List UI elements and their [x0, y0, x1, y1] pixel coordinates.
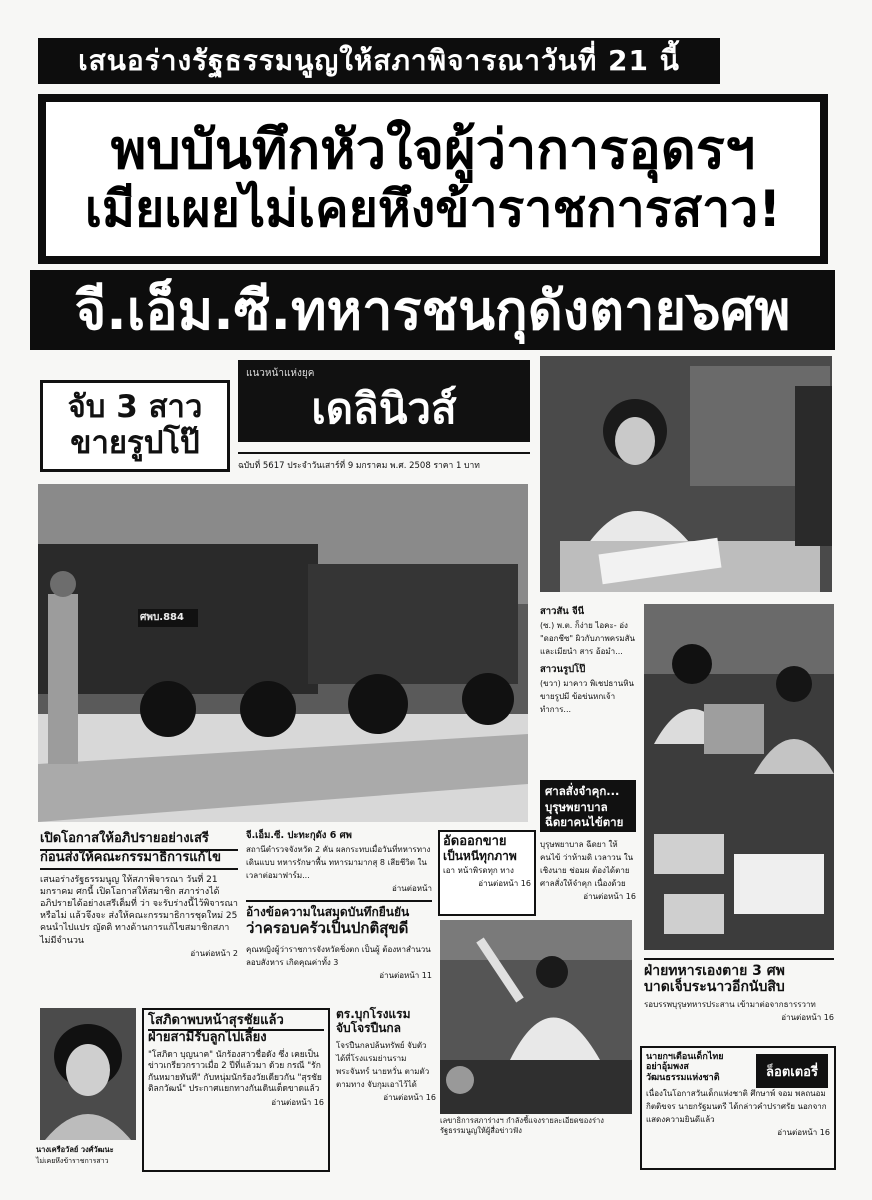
woman-desk-photo: [540, 356, 832, 592]
sopida-body: "โสภิดา บุญนาค" นักร้องสาวชื่อดัง ซึ่ง เคยเป็นข่าวเกรียวกราวเมื่อ 2 ปีที่แล้วมา ด้วย กรณี "รักกันหมายทันที" กับหนุ่มนักร้องวัยเดียวกัน "สุรชัย ติลกวัฒน์" ประกาศแยกทางกันเดินเด็ดขาดแล้ว: [148, 1049, 322, 1095]
hotel-article: [336, 1008, 436, 1172]
arrested-women-photo: [644, 604, 834, 950]
children-cont: อ่านต่อหน้า 16: [777, 1128, 830, 1138]
women-item1-text: (ซ.) พ.ต. ก็ง่าย ไอคะ- อ่ง "ดอกชีซ" ผิวกับภาพครมสัน และเมียนำ สาร อ้อมำ...: [540, 620, 636, 656]
tattoo-title1: อัดออกขาย: [443, 834, 507, 849]
gmc-cont: อ่านต่อหน้า: [392, 883, 432, 893]
diary-body: คุณหญิงผู้ว่าราชการจังหวัดชิ่งตก เป็นผู้ ต้องหาสำนวนลอบสังหาร เกิดคุณค่าทั้ง 3: [246, 945, 431, 968]
tattoo-article: [438, 830, 536, 916]
diary-title2: ว่าครอบครัวเป็นปกติสุขดี: [246, 918, 409, 937]
lottery-logo-text: ล็อตเตอรี่: [766, 1064, 818, 1080]
second-headline-text: จี.เอ็ม.ซี.ทหารชนกุดังตาย๖ศพ: [74, 279, 791, 342]
second-headline: [30, 270, 835, 350]
diary-cont: อ่านต่อหน้า 11: [379, 971, 432, 981]
debate-title1: เปิดโอกาสให้อภิปรายอย่างเสรี: [40, 832, 238, 851]
women-item1-title: สาวสัน จีนี: [540, 606, 585, 617]
gmc-body: สถานีตำรวจจังหวัด 2 คัน ผลกระทบเมื่อวันที่ทหารทางเดินแบบ ทหารรักษาพื้น ทหารมามากสุ 8 เสียชีวิต ในเวลาต่อมาฟาร์ม...: [246, 844, 431, 880]
sopida-title2: ฝ่ายสามีรับลูกไปเลี้ยง: [148, 1029, 267, 1045]
children-item1: นายกฯเตือนเด็กไทย: [646, 1052, 724, 1062]
speaker-caption: เลขาธิการสภาร่างฯ กำลังชี้แจงรายละเอียดของร่างรัฐธรรมนูญให้ผู้สื่อข่าวฟัง: [440, 1116, 604, 1135]
soldiers-cont: อ่านต่อหน้า 16: [781, 1013, 834, 1023]
portrait-name: นางเครือวัลย์ วงศ์วัฒนะ: [36, 1145, 114, 1154]
masthead: [238, 360, 530, 442]
children-item3: วัฒนธรรมแห่งชาติ: [646, 1072, 720, 1083]
left-box-headline: [40, 380, 230, 472]
court-text: บุรุษพยาบาล ฉีดยา ให้ คนไข้ ว่าห้ามดิ เวลาวน ในเชิงนาย ช่อมผ ต้องได้ตาย ศาลสั่งให้จำคุก เนื่องด้วย: [540, 840, 634, 888]
main-headline: [38, 94, 828, 264]
left-box-line2: ขายรูปโป๊: [70, 425, 200, 461]
masthead-name: เดลินิวส์: [311, 384, 457, 433]
sopida-article: [142, 1008, 330, 1172]
diary-title1: อ้างข้อความในสมุดบันทึกยืนยัน: [246, 905, 410, 919]
portrait-sub: ไม่เคยหึงข้าราชการสาว: [36, 1157, 109, 1165]
tattoo-cont: อ่านต่อหน้า 16: [478, 878, 531, 888]
women-item2-text: (ขวา) มาคาว พิเชปธานหิน ขายรูปมี ข้อข่นหกเจ้า ทำการ...: [540, 678, 634, 714]
tattoo-title2: เป็นหนีทุกภาพ: [443, 848, 517, 863]
hotel-title2: จับโจรปืนกล: [336, 1020, 402, 1035]
left-box-line1: จับ 3 สาว: [67, 389, 203, 426]
children-item2: อย่าอุ้มพงส: [646, 1062, 689, 1073]
women-item2-title: สาวนรูปโป๊: [540, 663, 586, 675]
gmc-article: [246, 830, 432, 896]
court-cont: อ่านต่อหน้า 16: [583, 892, 636, 901]
portrait-caption: [36, 1144, 142, 1167]
main-headline-line1: พบบันทึกหัวใจผู้ว่าการอุดรฯ: [110, 118, 756, 182]
diary-article: [246, 900, 432, 1004]
soldiers-title1: ฝ่ายทหารเองตาย 3 ศพ: [644, 963, 785, 979]
women-captions: [540, 606, 636, 776]
debate-cont: อ่านต่อหน้า 2: [190, 948, 238, 958]
debate-body: เสนอร่างรัฐธรรมนูญ ให้สภาพิจารณา วันที่ 21 มกราคม ศกนี้ เปิดโอกาสให้สมาชิก สภาร่างได้อภิปรายได้อย่างเสรีเต็มที่ ว่า จะรับร่างนี้ไว้พิจารณาหรือไม่ แล้วจึงจะ ส่งให้คณะกรรมาธิการชุดใหม่ 25 คนนำไปแปร ญัตติ ทางด้านการแก้ไขสมาชิกสภาไม่มีจำนวน: [40, 874, 238, 946]
speaker-photo: [440, 920, 632, 1114]
issue-line: ฉบับที่ 5617 ประจำวันเสาร์ที่ 9 มกราคม พ.ศ. 2508 ราคา 1 บาท: [238, 452, 530, 472]
hotel-body: โจรปืนกลปล้นทรัพย์ จับตัวได้ที่โรงแรมย่านรามพระจันทร์ นายหวั่น ตามตัวตามทาง จับกุมเอาไว้ได้: [336, 1040, 430, 1089]
tattoo-body: เอา หน้าพิรดทุก ทาง: [443, 865, 514, 875]
hotel-cont: อ่านต่อหน้า 16: [383, 1092, 436, 1102]
gmc-title: จี.เอ็ม.ซี. ปะทะกุดัง 6 ศพ: [246, 830, 352, 841]
lottery-logo: [756, 1054, 828, 1088]
wife-portrait-photo: [40, 1008, 136, 1140]
court-text-block: [540, 838, 636, 903]
children-body: เนื่องในโอกาสวันเด็กแห่งชาติ ศึกษาพ์ จอม พลถนอม กิตติขจร นายกรัฐมนตรี ได้กล่าวคำปราศรัย นอกจากแสดงความยินดีแล้ว: [646, 1089, 827, 1125]
masthead-tagline: แนวหน้าแห่งยุค: [246, 368, 315, 379]
debate-article: [40, 832, 238, 1004]
court-box: [540, 780, 636, 832]
sopida-cont: อ่านต่อหน้า 16: [271, 1097, 324, 1107]
children-day-box: [640, 1046, 836, 1170]
debate-title2: ก่อนส่งให้คณะกรรมาธิการแก้ไข: [40, 851, 238, 870]
soldiers-title2: บาดเจ็บระนาวอีกนับสิบ: [644, 979, 785, 996]
hotel-title1: ตร.บุกโรงแรม: [336, 1007, 411, 1021]
main-headline-line2: เมียเผยไม่เคยหึงข้าราชการสาว!: [84, 180, 782, 239]
truck-crash-photo: [38, 484, 528, 822]
truck-plate: ศพบ.884: [140, 612, 184, 623]
soldiers-article: [644, 958, 834, 1038]
top-banner: [38, 38, 720, 84]
soldiers-body: รอบรรพบุรุษทหารประสาน เข้ามาต่อจากธารรวาท: [644, 1000, 816, 1010]
court-box-text: ศาลสั่งจำคุก... บุรุษพยาบาล ฉีดยาคนไข้ตาย: [545, 784, 624, 830]
sopida-title1: โสภิดาพบหน้าสุรชัยแล้ว: [148, 1014, 324, 1031]
top-banner-text: เสนอร่างรัฐธรรมนูญให้สภาพิจารณาวันที่ 21 นี้: [78, 44, 680, 77]
